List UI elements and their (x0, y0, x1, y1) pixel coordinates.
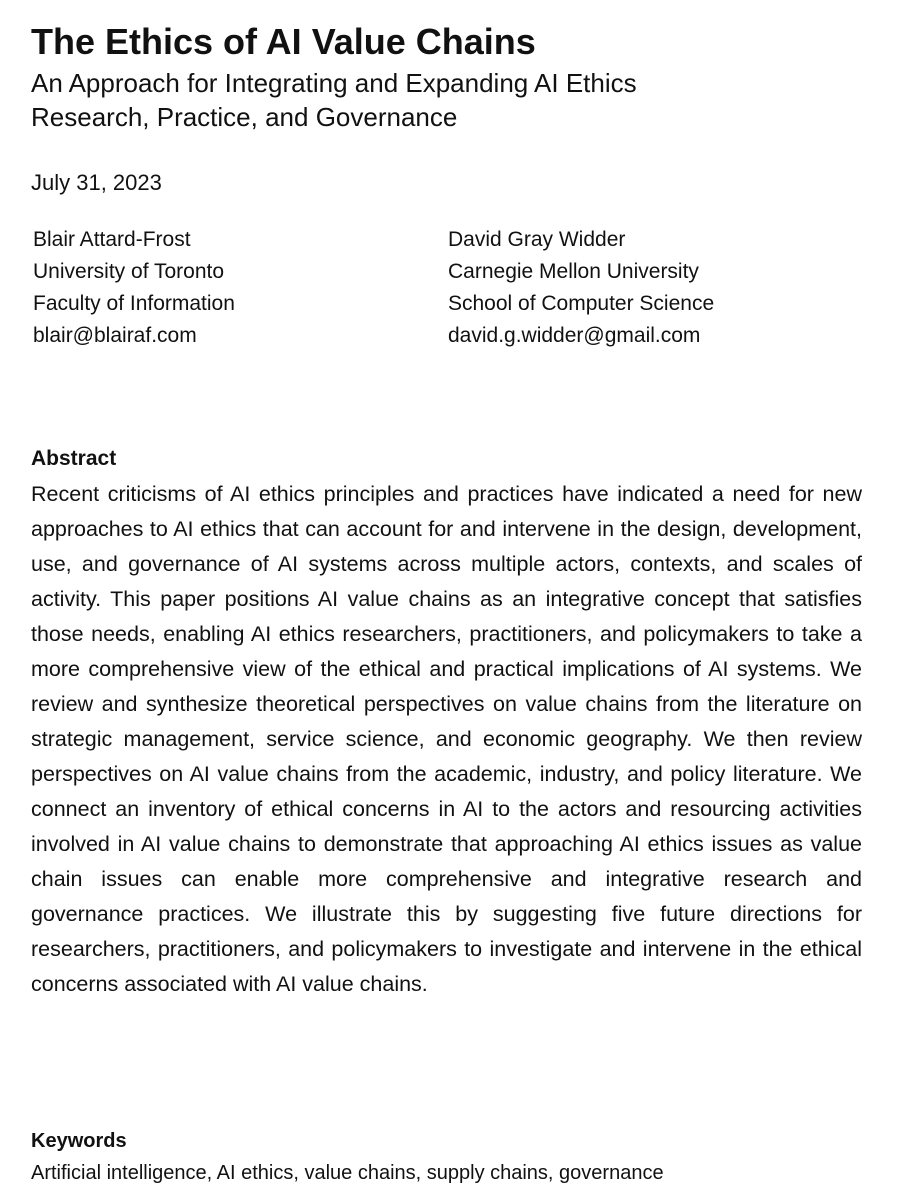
abstract-heading: Abstract (31, 447, 117, 470)
abstract-text: Recent criticisms of AI ethics principles and practices have indicated a need for new approaches to AI ethics that can account for and intervene in the design, development, use, and governance of AI systems across multiple actors, contexts, and scales of activity. This paper positions AI value chains as an integrative concept that satisfies those needs, enabling AI ethics researchers, practitioners, and policymakers to take a more comprehensive view of the ethical and practical implications of AI systems. We review and synthesize theoretical perspectives on value chains from the literature on strategic management, service science, and economic geography. We then review perspectives on AI value chains from the academic, industry, and policy literature. We connect an inventory of ethical concerns in AI to the actors and resourcing activities involved in AI value chains to demonstrate that approaching AI ethics issues as value chain issues can enable more comprehensive and integrative research and governance practices. We illustrate this by suggesting five future directions for researchers, practitioners, and policymakers to investigate and intervene in the ethical concerns associated with AI value chains. (31, 482, 862, 996)
author-name: Blair Attard-Frost (33, 228, 191, 251)
author-2 (448, 224, 714, 352)
subtitle-line-1: An Approach for Integrating and Expanding AI Ethics (31, 68, 637, 98)
paper-title: The Ethics of AI Value Chains (31, 21, 536, 62)
author-institution: University of Toronto (33, 260, 225, 283)
author-institution: Carnegie Mellon University (448, 260, 699, 283)
author-department: Faculty of Information (33, 292, 235, 315)
author-email: blair@blairaf.com (33, 324, 197, 347)
author-department: School of Computer Science (448, 292, 715, 315)
author-name: David Gray Widder (448, 228, 626, 251)
paper-subtitle (31, 66, 637, 134)
publication-date: July 31, 2023 (31, 170, 162, 195)
keywords-heading: Keywords (31, 1130, 127, 1152)
keywords-text: Artificial intelligence, AI ethics, value chains, supply chains, governance (31, 1162, 664, 1184)
author-email: david.g.widder@gmail.com (448, 324, 701, 347)
author-1 (33, 224, 235, 352)
subtitle-line-2: Research, Practice, and Governance (31, 102, 458, 132)
